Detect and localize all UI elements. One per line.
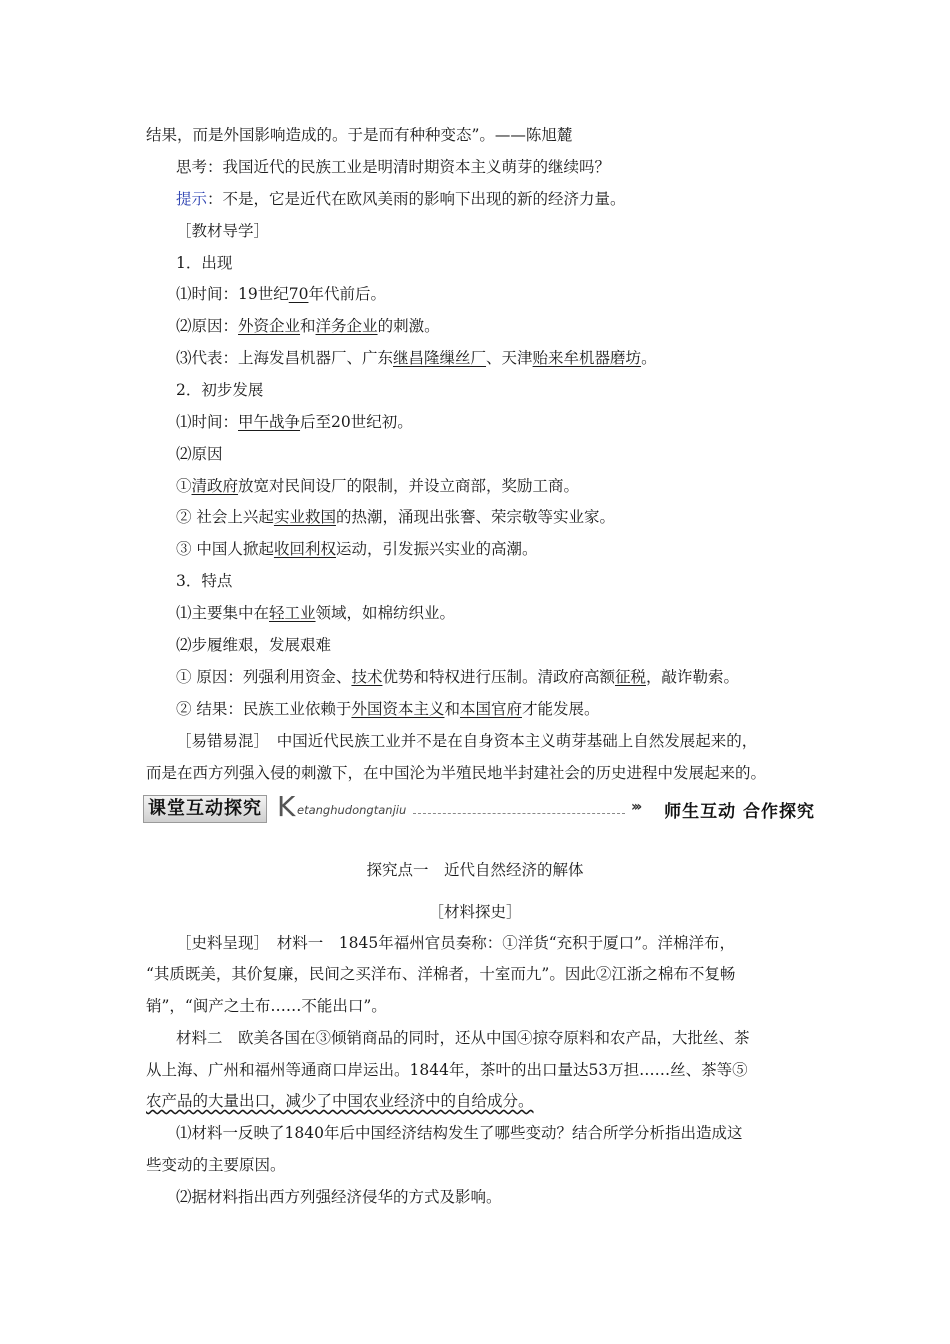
feature-2-reason — [176, 666, 739, 688]
material-text: ［史料呈现］ 材料一 1845年福州官员奏称：①洋货“充积于厦口”。洋棉洋布， — [176, 934, 736, 952]
material-1-line-2 — [146, 963, 735, 985]
feature-2 — [176, 634, 331, 656]
blank-answer: 轻工业 — [269, 604, 316, 622]
material-1-line-1 — [176, 932, 735, 954]
material-2-line-2 — [146, 1059, 748, 1081]
feature-1 — [176, 602, 455, 624]
material-text: “其质既美，其价复廉，民间之买洋布、洋棉者，十室而九”。因此②江浙之棉布不复畅 — [146, 965, 736, 983]
section-3-text: 3．特点 — [176, 572, 233, 590]
item-text: ③ 中国人掀起 — [176, 540, 274, 558]
guide-heading — [176, 220, 269, 242]
item-text: 和 — [300, 317, 316, 335]
question-2 — [176, 1186, 502, 1208]
section-3-title — [176, 570, 232, 592]
item-text: ⑵原因： — [176, 317, 239, 335]
item-text: 优势和特权进行压制。清政府高额 — [382, 668, 615, 686]
material-2-line-1 — [176, 1027, 750, 1049]
item-text: ，敲诈勒索。 — [645, 668, 739, 686]
confusion-note-line-1 — [176, 730, 757, 752]
quote-text: 结果，而是外国影响造成的。于是而有种种变态”。——陈旭麓 — [146, 126, 573, 144]
item-time-2 — [176, 411, 413, 433]
item-text: 、天津 — [486, 349, 533, 367]
item-text: ⑶代表：上海发昌机器厂、广东 — [176, 349, 394, 367]
item-text: 和 — [444, 700, 460, 718]
hint-text: ：不是，它是近代在欧风美雨的影响下出现的新的经济力量。 — [207, 190, 626, 208]
section-1-title — [176, 252, 232, 274]
item-text: 运动，引发振兴实业的高潮。 — [335, 540, 538, 558]
material-text: 材料二 欧美各国在③倾销商品的同时，还从中国④掠夺原料和农产品，大批丝、茶 — [176, 1029, 750, 1047]
item-text: ② 结果：民族工业依赖于 — [176, 700, 352, 718]
banner-title: 课堂互动探究 — [143, 795, 267, 823]
blank-answer: 收回利权 — [273, 540, 336, 558]
hint-label: 提示 — [176, 190, 208, 208]
item-text: 后至20世纪初。 — [300, 413, 413, 431]
cause-point-2 — [176, 506, 615, 528]
material-2-line-3 — [146, 1090, 534, 1112]
hint-line — [176, 188, 626, 210]
item-text: ⑵步履维艰，发展艰难 — [176, 636, 332, 654]
item-cause-2 — [176, 443, 223, 465]
banner-divider — [413, 813, 625, 814]
item-time — [176, 283, 386, 305]
blank-answer: 实业救国 — [273, 508, 336, 526]
item-text: ⑴时间：19世纪 — [176, 285, 289, 303]
think-text: 思考：我国近代的民族工业是明清时期资本主义萌芽的继续吗？ — [176, 158, 611, 176]
blank-answer: 洋务企业 — [315, 317, 378, 335]
item-text: ⑴主要集中在 — [176, 604, 270, 622]
banner-k-letter: K — [277, 790, 296, 823]
banner-pinyin: etanghudongtanjiu — [297, 803, 407, 817]
question-text: ⑵据材料指出西方列强经济侵华的方式及影响。 — [176, 1188, 502, 1206]
material-subheading: ［材料探史］ — [428, 903, 522, 921]
banner-subtitle: 师生互动 合作探究 — [664, 802, 815, 822]
arrows-icon: ››› — [631, 799, 640, 815]
item-text: 的刺激。 — [377, 317, 440, 335]
item-text: 。 — [641, 349, 657, 367]
item-text: 领域，如棉纺织业。 — [315, 604, 456, 622]
item-text: 放宽对民间设厂的限制，并设立商部，奖励工商。 — [238, 477, 580, 495]
guide-text: ［教材导学］ — [176, 222, 270, 240]
item-text: ⑴时间： — [176, 413, 239, 431]
item-text: ⑵原因 — [176, 445, 223, 463]
item-text: 的热潮，涌现出张謇、荣宗敬等实业家。 — [335, 508, 615, 526]
item-text: ① 原因：列强利用资金、 — [176, 668, 352, 686]
blank-answer: 外资企业 — [238, 317, 301, 335]
blank-answer: 征税 — [614, 668, 646, 686]
blank-answer: 贻来牟机器磨坊 — [532, 349, 642, 367]
item-text: ① — [176, 477, 192, 495]
material-text: 农产品的大量出口，减少了中国农业经济中的自给成分。 — [146, 1092, 534, 1110]
note-text: 而是在西方列强入侵的刺激下，在中国沦为半殖民地半封建社会的历史进程中发展起来的。 — [146, 764, 767, 782]
item-text: 年代前后。 — [308, 285, 386, 303]
confusion-note-line-2 — [146, 762, 766, 784]
blank-answer: 甲午战争 — [238, 413, 301, 431]
section-1-text: 1．出现 — [176, 254, 233, 272]
section-2-text: 2．初步发展 — [176, 381, 264, 399]
blank-answer: 本国官府 — [459, 700, 522, 718]
section-banner — [143, 790, 815, 825]
think-line — [176, 156, 610, 178]
item-representative — [176, 347, 657, 369]
cause-point-3 — [176, 538, 537, 560]
note-text: ［易错易混］ 中国近代民族工业并不是在自身资本主义萌芽基础上自然发展起来的， — [176, 732, 758, 750]
item-text: 才能发展。 — [521, 700, 600, 718]
inquiry-heading: 探究点一 近代自然经济的解体 — [366, 861, 584, 879]
cause-point-1 — [176, 475, 579, 497]
blank-answer: 70 — [288, 285, 309, 303]
question-text: 些变动的主要原因。 — [146, 1156, 286, 1174]
item-text: ② 社会上兴起 — [176, 508, 274, 526]
question-text: ⑴材料一反映了1840年后中国经济结构发生了哪些变动？结合所学分析指出造成这 — [176, 1124, 743, 1142]
material-text: 销”，“闽产之土布……不能出口”。 — [146, 997, 387, 1015]
section-2-title — [176, 379, 263, 401]
blank-answer: 技术 — [351, 668, 383, 686]
material-text: 从上海、广州和福州等通商口岸运出。1844年，茶叶的出口量达53万担……丝、茶等⑤ — [146, 1061, 748, 1079]
quote-line — [146, 124, 572, 146]
question-1-line-2 — [146, 1154, 286, 1176]
question-1-line-1 — [176, 1122, 742, 1144]
blank-answer: 外国资本主义 — [351, 700, 445, 718]
feature-2-result — [176, 698, 600, 720]
blank-answer: 清政府 — [191, 477, 239, 495]
item-cause — [176, 315, 440, 337]
material-1-line-3 — [146, 995, 387, 1017]
blank-answer: 继昌隆缫丝厂 — [393, 349, 487, 367]
